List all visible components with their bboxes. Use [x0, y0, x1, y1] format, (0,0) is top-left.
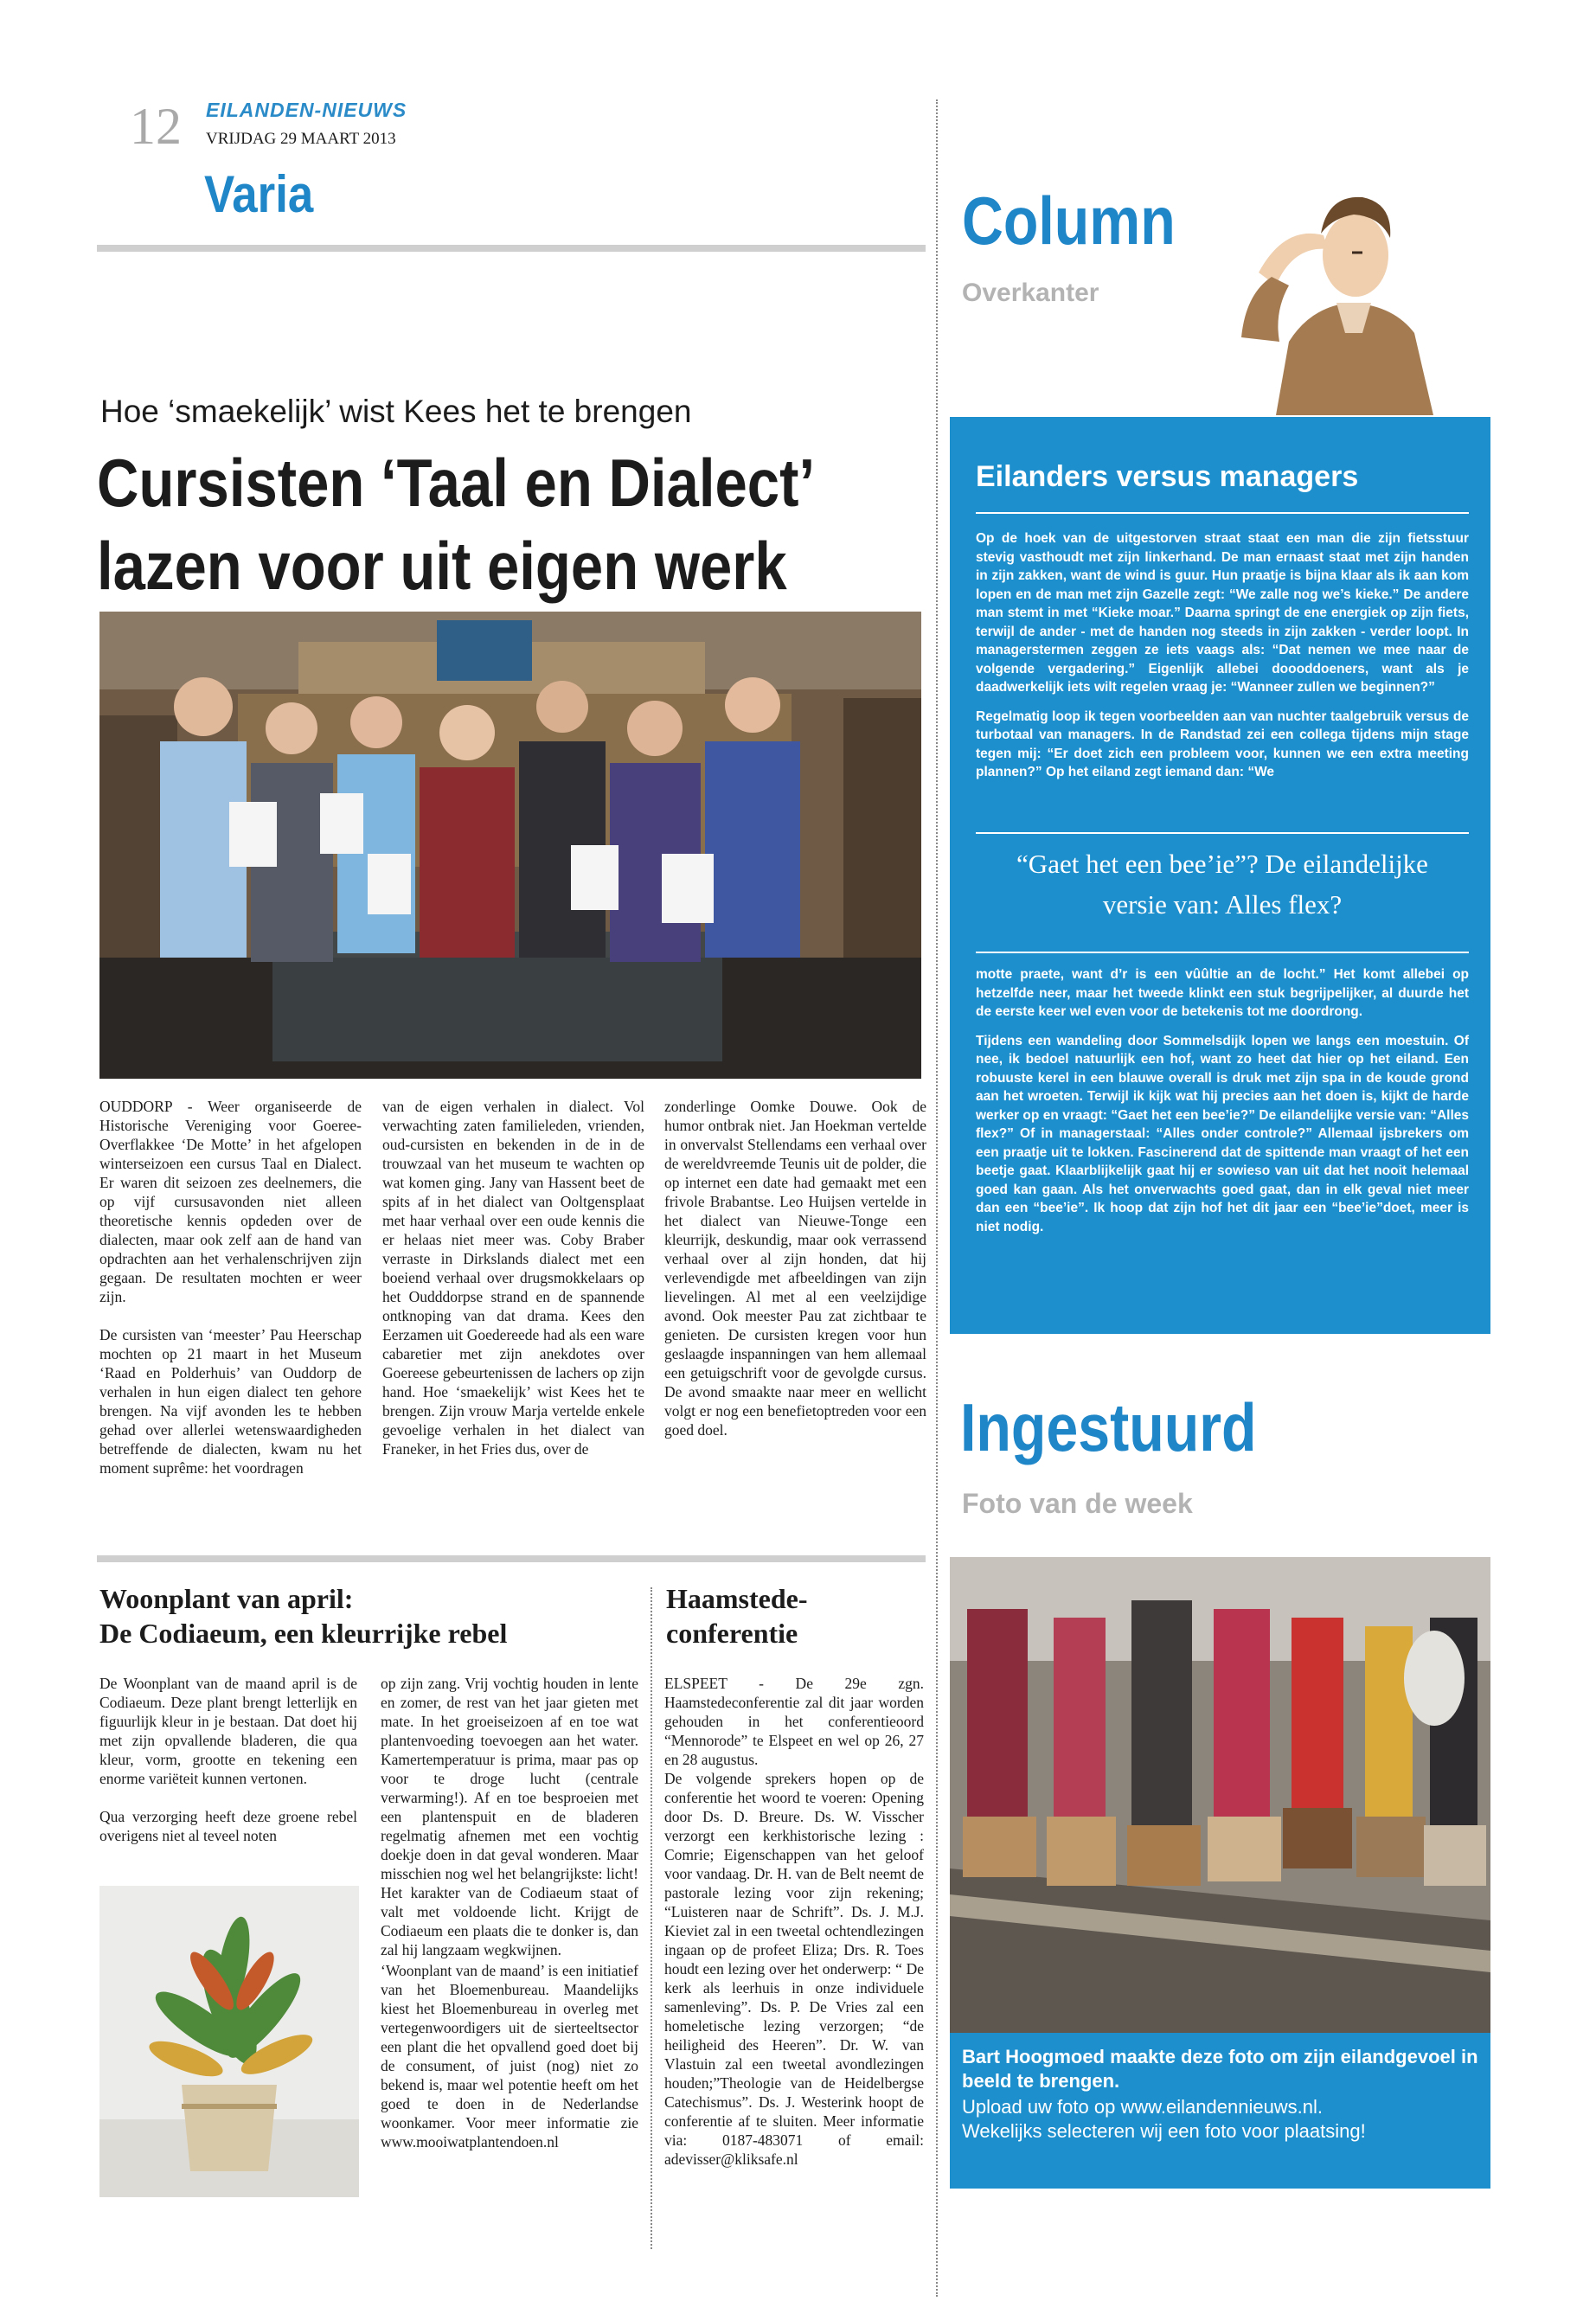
article-column-3 [664, 1097, 926, 1458]
article-paragraph: De cursisten van ‘meester’ Pau Heerschap mochten op 21 maart in het Museum ‘Raad en Polderhuis’ van Ouddorp de verhalen in hun eigen dialect ten gehore brengen. Na vijf avonden les te hebben gehad over allerlei wetenswaardigheden betreffende de dialecten, kwam nu het moment suprême: het voordragen [99, 1326, 362, 1477]
pull-quote-line-2: versie van: Alles flex? [1102, 889, 1343, 920]
photo-caption [950, 2033, 1490, 2189]
conference-title-line-2: conferentie [666, 1618, 798, 1649]
section-title: Varia [204, 165, 314, 223]
article-paragraph: van de eigen verhalen in dialect. Vol verwachting zaten familieleden, vrienden, oud-cursisten en bekenden in de in de trouwzaal van het museum te wachten op wat komen ging. Jany van Hassent beet de spits af in het dialect van Ooltgensplaat met haar verhaal over een oude kennis die er helaas niet meer was. Coby Braber verraste in Dirkslands dialect met een boeiend verhaal over drugsmokkelaars op het Oudddorpse strand en de spannende ontknoping van dat drama. Kees den Eerzamen uit Goedereede had als een ware cabaretier met zijn anekdotes over Goereese gebeurtenissen de lachers op zijn hand. Hoe ‘smaekelijk’ wist Kees het te brengen. Zijn vrouw Marja vertelde enkele gevoelige verhalen in het dialect van Franeker, in het Fries dus, over de [382, 1098, 644, 1458]
plant-paragraph: De Woonplant van de maand april is de Codiaeum. Deze plant brengt letterlijk en figuurlijk kleur in je bestaan. Dat doet hij met zijn opvallende bladeren, die qua kleur, vorm, grootte en tekening een enorme variëteit kunnen vertonen. [99, 1675, 357, 1787]
plant-photo [99, 1886, 359, 2197]
article-column-2 [382, 1097, 644, 1477]
column-divider [936, 99, 938, 2297]
article-paragraph: zonderlinge Oomke Douwe. Ook de humor ontbrak niet. Jan Hoekman vertelde in onvervalst Stellendams een verhaal over de wereldvreemde Teunis uit de polder, die op internet een date had gemaakt met een frivole Brabantse. Leo Huijsen vertelde in het dialect van Nieuwe-Tonge een kleurrijk, deskundig, maar ook verrassend verhaal over al zijn honden, dat hij verlevendigde met afbeeldingen van zijn lievelingen. Al met al een veelzijdige avond. Ook meester Pau zat zichtbaar te genieten. De cursisten kregen voor hun geslaagde inspanningen van hem allemaal een getuigschrift voor de gevolgde cursus. De avond smaakte naar meer en wellicht volgt er nog een benefietoptreden voor een goed doel. [664, 1098, 926, 1439]
conference-paragraph: De volgende sprekers hopen op de conferentie het woord te voeren: Opening door Ds. D. Breure. Ds. W. Visscher verzorgt een kerkhistorische lezing : Comrie; Eigenschappen van het geloof voor vandaag. Dr. H. van de Belt neemt de pastorale lezing voor zijn rekening; “Luisteren naar de Schrift”. Ds. J. M.J. Kieviet zal in een tweetal ochtendlezingen ingaan op de profeet Eliza; Drs. R. Toes houdt een lezing over het onderwerp: “ De kerk als leerhuis in onze individuele samenleving”. Ds. P. De Vries zal een homeletische lezing verzorgen; “de heiligheid des Heeren”. Dr. W. van Vlastuin zal een tweetal avondlezingen houden;”Theologie van de Heidelbergse Catechismus”. Ds. J. Westerink hoopt de conferentie af te sluiten. Meer informatie via: 0187-483071 of email: adevisser@kliksafe.nl [664, 1770, 924, 2168]
column-paragraph: motte praete, want d’r is een vûûltie an de locht.” Het komt allebei op hetzelfde neer, maar het tweede klinkt een stuk begrijpelijker, al duurde het de eerste keer wel even voor de betekenis tot me doordrong. [976, 967, 1469, 1019]
column-paragraph: Tijdens een wandeling door Sommelsdijk lopen we langs een moestuin. Of nee, ik bedoel natuurlijk een hof, want zo heet dat hier op het eiland. Een robuuste kerel in een blauwe overall is druk met zijn spa in de koude grond aan het wroeten. Terwijl ik kijk wat hij precies aan het doen is, kijkt de harde werker op en vraagt: “Gaet het een bee’ie?” De eilandelijke versie van: “Alles flex?” Of in managerstaal: “Alles onder controle?” Allemaal ijsbrekers om een praatje uit te lokken. Fascinerend dat de spittende man vraagt of het een beetje gaat. Klaarblijkelijk gaat hij er sowieso van uit dat het nooit helemaal goed kan gaan. Als het onverwachts goed gaat, dan in elk geval niet meer dan een “bee’ie”. Ik hoop dat zijn hof het dit jaar een “bee’ie”doet, meer is niet nodig. [976, 1033, 1469, 1234]
ingestuurd-title: Ingestuurd [960, 1389, 1257, 1465]
quote-rule-top [976, 832, 1469, 834]
columnist-photo [1207, 156, 1492, 415]
plant-title-line-1: Woonplant van april: [99, 1583, 354, 1614]
column-title: Column [962, 183, 1176, 259]
plant-column-2 [381, 1674, 638, 2170]
column-text-top [976, 529, 1469, 792]
plant-paragraph: op zijn zang. Vrij vochtig houden in lente en zomer, de rest van het jaar gieten met mate. In het groeiseizoen af en toe wat plantenvoeding toevoegen aan het water. Kamertemperatuur is prima, maar pas op voor te droge lucht (centrale verwarming!). Af en toe besproeien met een plantenspuit en de bladeren regelmatig afnemen met een vochtig doekje doen in dat geval wonderen. Maar misschien nog wel het belangrijkste: licht! Het karakter van de Codiaeum staat of valt met voldoende licht. Krijgt de Codiaeum een plaats die te donker is, dan zal hij langzaam wegkwijnen. [381, 1675, 638, 1958]
pull-quote [976, 843, 1469, 925]
conference-title-line-1: Haamstede- [666, 1583, 808, 1614]
section-divider [97, 1555, 926, 1562]
article-kicker: Hoe ‘smaekelijk’ wist Kees het te brengen [100, 394, 692, 429]
plant-title-line-2: De Codiaeum, een kleurrijke rebel [99, 1618, 508, 1649]
plant-paragraph: Qua verzorging heeft deze groene rebel overigens niet al teveel noten [99, 1808, 357, 1844]
issue-date: VRIJDAG 29 MAART 2013 [206, 130, 396, 148]
quote-rule-bottom [976, 952, 1469, 953]
plant-paragraph: ‘Woonplant van de maand’ is een initiatief van het Bloemenbureau. Maandelijks kiest het Bloemenbureau in overleg met vertegenwoordigers uit de sierteeltsector een plant die het opvallend goed doet bij de consument, of juist (nog) niet zo bekend is, maar wel potentie heeft om het goed te doen in de Nederlandse woonkamer. Voor meer informatie zie www.mooiwatplantendoen.nl [381, 1962, 638, 2150]
caption-upload-text: Upload uw foto op www.eilandennieuws.nl. [962, 2096, 1324, 2118]
group-photo [99, 612, 921, 1079]
column-heading: Eilanders versus managers [976, 460, 1359, 493]
article-headline [97, 441, 816, 607]
photo-of-the-week [950, 1557, 1490, 2033]
caption-bold-text: Bart Hoogmoed maakte deze foto om zijn eilandgevoel in beeld te brengen. [962, 2046, 1478, 2092]
masthead-logo: EILANDEN-NIEUWS [206, 99, 407, 121]
plant-title [99, 1581, 636, 1650]
column-text-bottom [976, 965, 1469, 1247]
column-paragraph: Regelmatig loop ik tegen voorbeelden aan van nuchter taalgebruik versus de turbotaal van managers. In de Randstad zei een collega tijdens mijn stage tegen mij: “Er doet zich een probleem voor, kunnen we een extra meeting plannen?” Op het eiland zegt iemand dan: “We [976, 708, 1469, 779]
headline-line-2: lazen voor uit eigen werk [97, 528, 787, 604]
article-column-1 [99, 1097, 362, 1497]
ingestuurd-subtitle: Foto van de week [962, 1488, 1193, 1519]
column-heading-rule [976, 512, 1469, 514]
conference-paragraph: ELSPEET - De 29e zgn. Haamstedeconferentie zal dit jaar worden gehouden in het conferentieoord “Mennorode” te Elspeet en wel op 26, 27 en 28 augustus. [664, 1675, 924, 1768]
caption-weekly-text: Wekelijks selecteren wij een foto voor plaatsing! [962, 2120, 1366, 2142]
conference-title [666, 1581, 926, 1650]
plant-column-1 [99, 1674, 357, 1864]
column-divider [651, 1587, 652, 2249]
conference-column [664, 1674, 924, 2188]
headline-line-1: Cursisten ‘Taal en Dialect’ [97, 445, 816, 521]
column-subtitle: Overkanter [962, 279, 1099, 307]
article-paragraph: OUDDORP - Weer organiseerde de Historische Vereniging voor Goeree-Overflakkee ‘De Motte’ in het afgelopen winterseizoen een cursus Taal en Dialect. Er waren dit seizoen zes deelnemers, die op vijf cursusavonden niet alleen theoretische kennis opdeden over de dialecten, maar ook zelf aan de hand van opdrachten aan het verhalenschrijven zijn gegaan. De resultaten mochten er weer zijn. [99, 1098, 362, 1305]
section-divider [97, 245, 926, 252]
pull-quote-line-1: “Gaet het een bee’ie”? De eilandelijke [1016, 849, 1428, 879]
column-paragraph: Op de hoek van de uitgestorven straat staat een man die zijn fietsstuur stevig vasthoudt met zijn linkerhand. De man ernaast staat met zijn handen in zijn zakken, want de wind is guur. Hun praatje is bijna klaar als ik aan kom lopen en de man met zijn Gazelle zegt: “We zalle nog we’s kieke.” De andere man stemt in met “Kieke moar.” Daarna springt de ene energiek op zijn fiets, terwijl de ander - met de handen nog steeds in zijn zakken - verder loopt. In managerstermen zeggen ze iets vaags als: “Dat nemen we mee naar de volgende vergadering.” Eigenlijk allebei doooddoeners, want als je daadwerkelijk iets wilt regelen vraag je: “Wanneer zullen we beginnen?” [976, 531, 1469, 695]
page-number: 12 [130, 98, 182, 155]
